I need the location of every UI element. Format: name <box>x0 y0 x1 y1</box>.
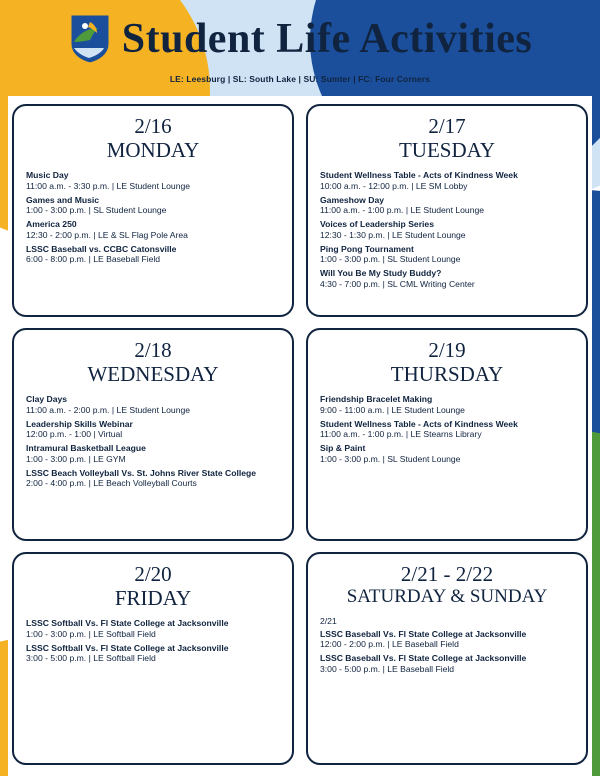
event-detail: 11:00 a.m. - 1:00 p.m. | LE Student Lounge <box>320 205 485 216</box>
day-card-dayname: MONDAY <box>106 138 200 163</box>
event-item <box>320 629 574 650</box>
lssc-shield-logo-icon <box>68 12 112 66</box>
event-detail: 11:00 a.m. - 2:00 p.m. | LE Student Lounge <box>26 405 191 416</box>
event-item <box>320 394 574 415</box>
event-item <box>26 219 280 240</box>
day-card-grid <box>12 104 588 765</box>
event-item <box>26 643 280 664</box>
event-list <box>26 394 280 489</box>
event-name: Music Day <box>26 170 69 181</box>
campus-legend: LE: Leesburg | SL: South Lake | SU: Sumter | FC: Four Corners <box>169 74 431 84</box>
event-detail: 3:00 - 5:00 p.m. | LE Baseball Field <box>320 663 455 674</box>
event-detail: 1:00 - 3:00 p.m. | LE GYM <box>26 453 126 464</box>
day-card-dayname: TUESDAY <box>398 138 496 163</box>
event-name: Intramural Basketball League <box>26 443 146 454</box>
event-list <box>320 394 574 464</box>
event-detail: 4:30 - 7:00 p.m. | SL CML Writing Center <box>320 278 475 289</box>
event-item <box>320 244 574 265</box>
page-title: Student Life Activities <box>121 16 533 62</box>
day-card-date: 2/18 <box>134 338 172 362</box>
event-name: LSSC Baseball Vs. Fl State College at Jacksonville <box>320 628 527 639</box>
day-card-wednesday <box>12 328 294 541</box>
event-detail: 9:00 - 11:00 a.m. | LE Student Lounge <box>320 405 465 416</box>
event-name: LSSC Baseball Vs. Fl State College at Jacksonville <box>320 653 527 664</box>
event-item <box>320 268 574 289</box>
event-name: LSSC Softball Vs. Fl State College at Jacksonville <box>26 618 229 629</box>
page-header <box>0 0 600 96</box>
event-item <box>26 443 280 464</box>
weekend-sub-date: 2/21 <box>320 615 337 626</box>
header-row <box>68 12 532 66</box>
day-card-dayname: FRIDAY <box>114 586 192 611</box>
event-item <box>26 419 280 440</box>
event-detail: 6:00 - 8:00 p.m. | LE Baseball Field <box>26 254 161 265</box>
event-detail: 12:30 - 1:30 p.m. | LE Student Lounge <box>320 229 466 240</box>
event-item <box>26 394 280 415</box>
event-detail: 11:00 a.m. - 1:00 p.m. | LE Stearns Library <box>320 429 482 440</box>
event-name: LSSC Beach Volleyball Vs. St. Johns River State College <box>26 467 257 478</box>
event-name: America 250 <box>26 219 77 230</box>
day-card-thursday <box>306 328 588 541</box>
event-name: Clay Days <box>26 394 68 405</box>
event-detail: 12:00 - 2:00 p.m. | LE Baseball Field <box>320 639 459 650</box>
day-card-weekend <box>306 552 588 765</box>
day-card-date: 2/17 <box>428 114 466 138</box>
event-detail: 12:30 - 2:00 p.m. | LE & SL Flag Pole Area <box>26 229 188 240</box>
event-item <box>320 443 574 464</box>
event-name: Sip & Paint <box>320 443 366 454</box>
event-name: Gameshow Day <box>320 194 384 205</box>
event-detail: 1:00 - 3:00 p.m. | LE Softball Field <box>26 629 156 640</box>
event-name: Voices of Leadership Series <box>320 219 434 230</box>
event-list <box>26 170 280 265</box>
day-card-date: 2/19 <box>428 338 466 362</box>
day-card-monday <box>12 104 294 317</box>
event-name: Student Wellness Table - Acts of Kindness Week <box>320 418 518 429</box>
event-name: Student Wellness Table - Acts of Kindness Week <box>320 170 518 181</box>
event-list <box>26 618 280 664</box>
event-item <box>26 618 280 639</box>
event-detail: 1:00 - 3:00 p.m. | SL Student Lounge <box>26 205 167 216</box>
event-detail: 2:00 - 4:00 p.m. | LE Beach Volleyball Courts <box>26 478 197 489</box>
day-card-dayname: SATURDAY & SUNDAY <box>346 586 548 608</box>
event-list <box>320 616 574 675</box>
event-detail: 10:00 a.m. - 12:00 p.m. | LE SM Lobby <box>320 181 468 192</box>
day-card-date: 2/21 - 2/22 <box>400 562 494 586</box>
event-detail: 11:00 a.m. - 3:30 p.m. | LE Student Lounge <box>26 181 191 192</box>
day-card-tuesday <box>306 104 588 317</box>
day-card-dayname: THURSDAY <box>390 362 504 387</box>
event-name: Leadership Skills Webinar <box>26 418 133 429</box>
event-name: LSSC Softball Vs. Fl State College at Jacksonville <box>26 642 229 653</box>
event-name: Friendship Bracelet Making <box>320 394 433 405</box>
event-detail: 1:00 - 3:00 p.m. | SL Student Lounge <box>320 453 461 464</box>
day-card-dayname: WEDNESDAY <box>87 362 219 387</box>
event-detail: 12:00 p.m. - 1:00 | Virtual <box>26 429 123 440</box>
day-card-date: 2/16 <box>134 114 172 138</box>
event-item <box>320 653 574 674</box>
event-detail: 1:00 - 3:00 p.m. | SL Student Lounge <box>320 254 461 265</box>
event-detail: 3:00 - 5:00 p.m. | LE Softball Field <box>26 653 156 664</box>
event-item <box>320 219 574 240</box>
day-card-friday <box>12 552 294 765</box>
event-item <box>26 468 280 489</box>
event-item <box>320 419 574 440</box>
event-item <box>320 195 574 216</box>
event-name: Games and Music <box>26 194 100 205</box>
event-name: Will You Be My Study Buddy? <box>320 268 442 279</box>
event-item <box>26 244 280 265</box>
event-item <box>26 170 280 191</box>
event-name: Ping Pong Tournament <box>320 243 414 254</box>
event-item <box>26 195 280 216</box>
day-card-date: 2/20 <box>134 562 172 586</box>
event-item <box>320 170 574 191</box>
event-list <box>320 170 574 289</box>
event-name: LSSC Baseball vs. CCBC Catonsville <box>26 243 177 254</box>
